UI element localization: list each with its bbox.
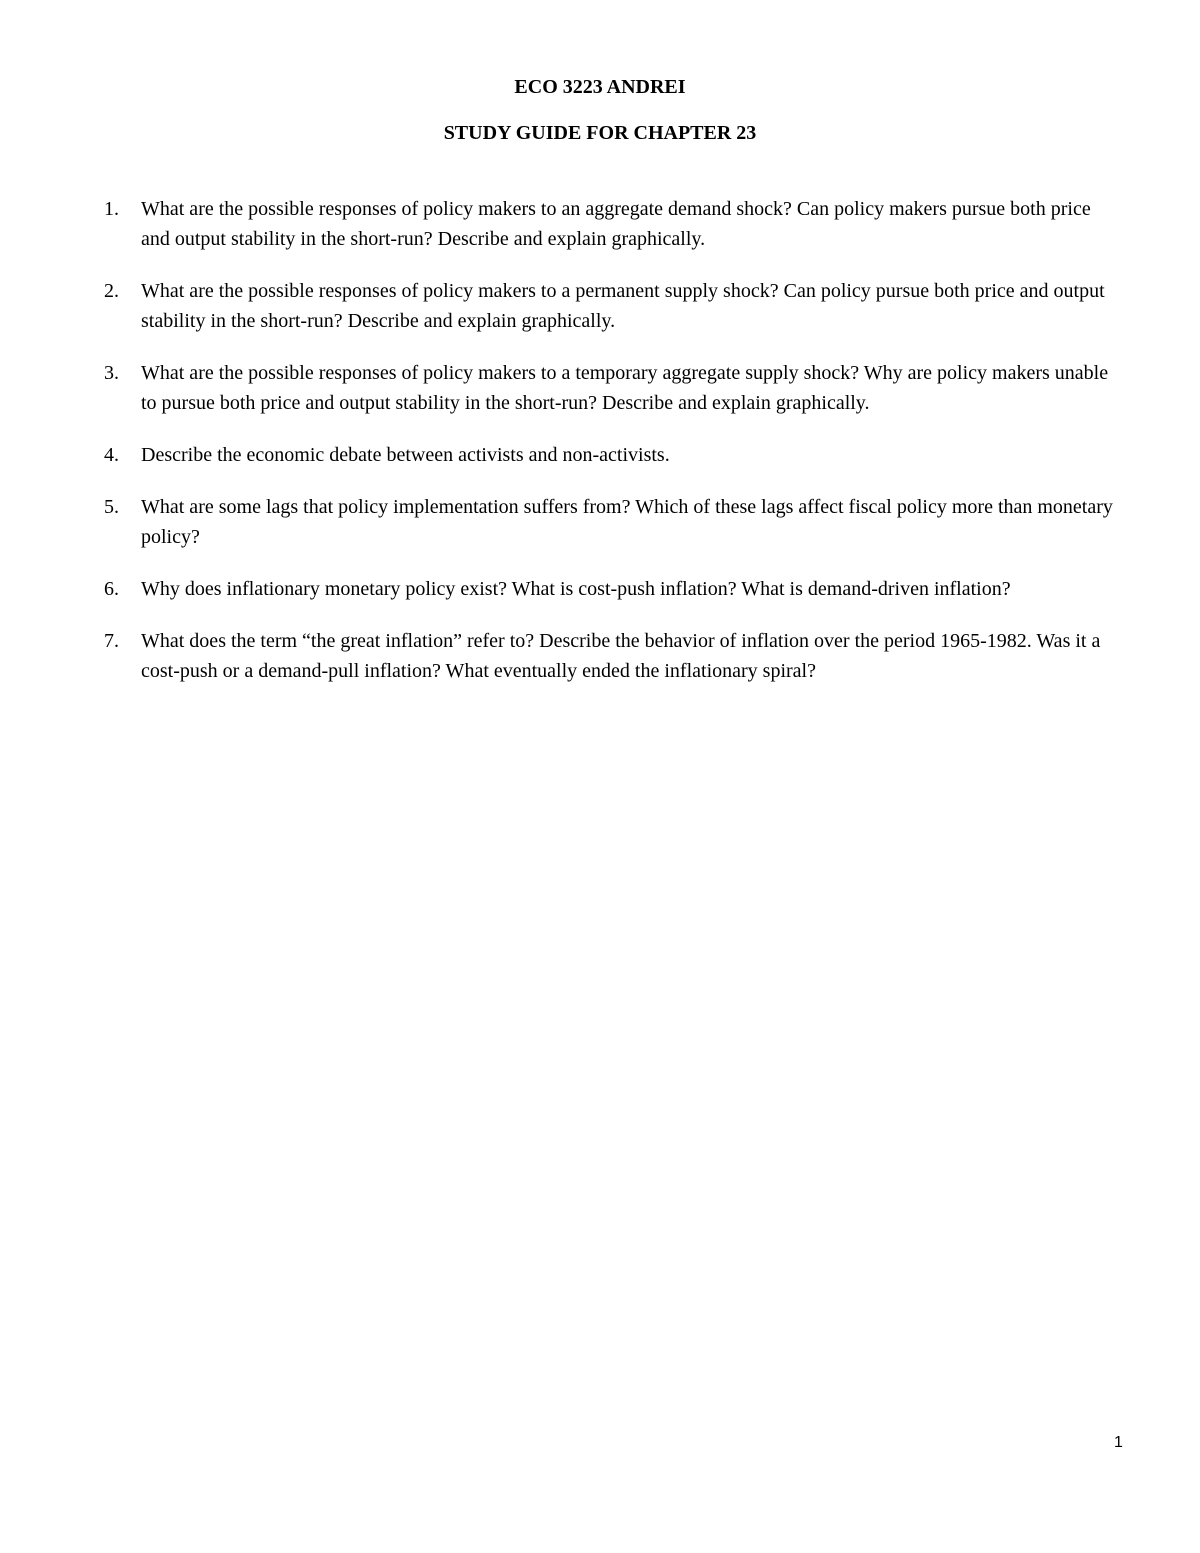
question-list [104, 194, 1124, 708]
question-text: Why does inflationary monetary policy exist? What is cost-push inflation? What is demand-driven inflation? [141, 578, 1011, 600]
question-item-6 [104, 574, 1124, 604]
study-guide-title: STUDY GUIDE FOR CHAPTER 23 [443, 122, 757, 144]
question-text: What are the possible responses of policy makers to a temporary aggregate supply shock? Why are policy makers unable to pursue both price and output stability in the short-run? Describe and explain graphically. [141, 362, 1109, 414]
course-heading: ECO 3223 ANDREI [514, 76, 686, 98]
question-text: Describe the economic debate between activists and non-activists. [141, 444, 670, 466]
question-number: 4. [104, 444, 119, 466]
question-item-5 [104, 492, 1124, 552]
question-number: 5. [104, 496, 119, 518]
question-number: 6. [104, 578, 119, 600]
question-text: What are some lags that policy implementation suffers from? Which of these lags affect fiscal policy more than monetary policy? [141, 496, 1113, 548]
question-item-1 [104, 194, 1124, 254]
question-number: 7. [104, 630, 119, 652]
question-item-3 [104, 358, 1124, 418]
question-item-4 [104, 440, 1124, 470]
question-text: What are the possible responses of policy makers to an aggregate demand shock? Can policy makers pursue both price and output stability in the short-run? Describe and explain graphically. [141, 198, 1091, 250]
question-number: 3. [104, 362, 119, 384]
question-item-7 [104, 626, 1124, 686]
question-text: What are the possible responses of policy makers to a permanent supply shock? Can policy pursue both price and output stability in the short-run? Describe and explain graphically. [141, 280, 1105, 332]
question-number: 1. [104, 198, 119, 220]
question-text: What does the term “the great inflation” refer to? Describe the behavior of inflation over the period 1965-1982. Was it a cost-push or a demand-pull inflation? What eventually ended the inflationary spiral? [141, 630, 1101, 682]
question-number: 2. [104, 280, 119, 302]
page-number: 1 [1114, 1434, 1123, 1451]
question-item-2 [104, 276, 1124, 336]
